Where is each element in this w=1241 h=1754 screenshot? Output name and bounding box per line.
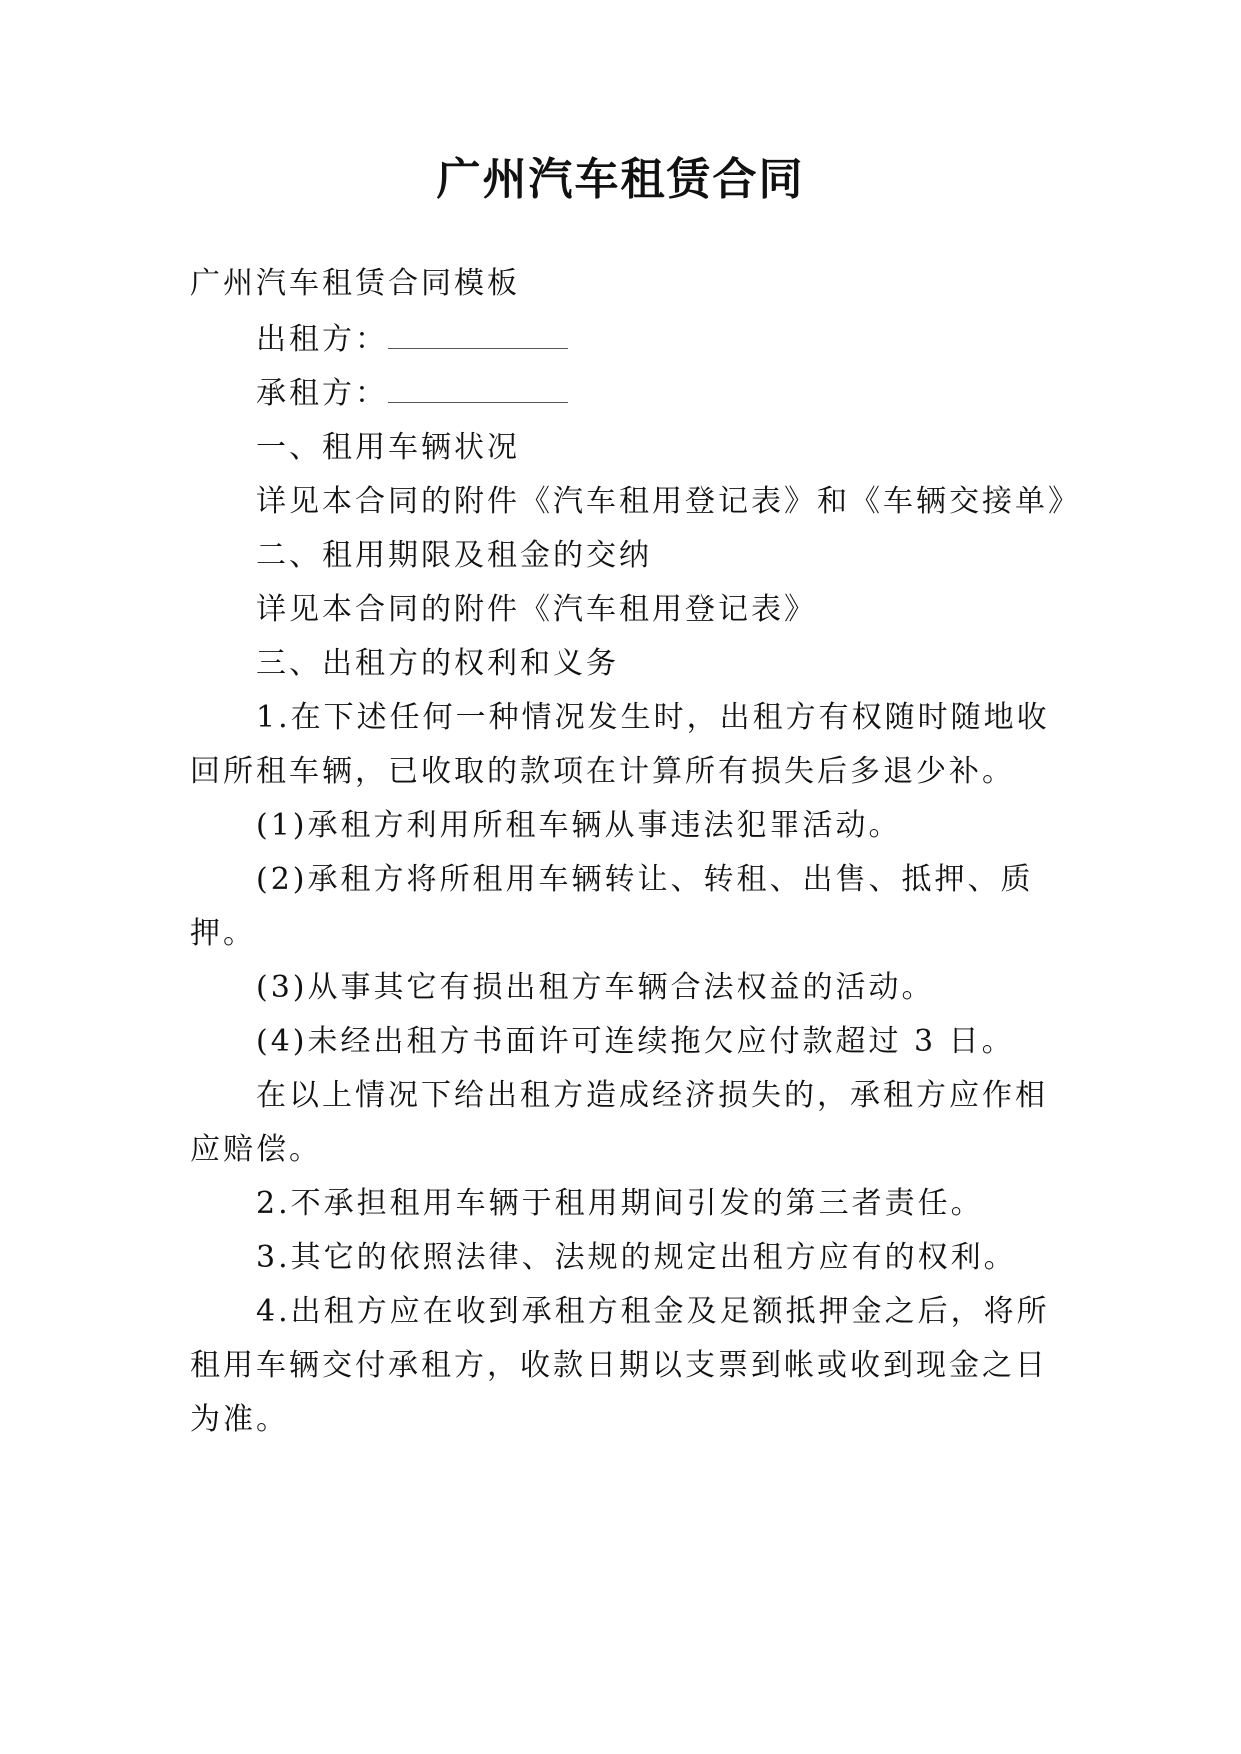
item3: 3.其它的依照法律、法规的规定出租方应有的权利。	[256, 1240, 1017, 1275]
lessee-field	[256, 374, 568, 414]
lessee-label: 承租方：	[256, 376, 388, 411]
compensation-line2: 应赔偿。	[190, 1132, 322, 1167]
item1-line2: 回所租车辆，已收取的款项在计算所有损失后多退少补。	[190, 754, 1015, 789]
lessor-label: 出租方：	[256, 322, 388, 357]
document-subtitle: 广州汽车租赁合同模板	[190, 266, 520, 301]
sub-item-3: (3)从事其它有损出租方车辆合法权益的活动。	[256, 970, 935, 1005]
item4-line3: 为准。	[190, 1402, 289, 1437]
sub-item-4: (4)未经出租方书面许可连续拖欠应付款超过 3 日。	[256, 1024, 1015, 1059]
lessor-blank-line	[388, 320, 568, 349]
section1-text: 详见本合同的附件《汽车租用登记表》和《车辆交接单》	[256, 484, 1081, 519]
section2-text: 详见本合同的附件《汽车租用登记表》	[256, 592, 817, 627]
page-title: 广州汽车租赁合同	[436, 154, 805, 205]
sub-item-1: (1)承租方利用所租车辆从事违法犯罪活动。	[256, 808, 902, 843]
sub-item-2-line2: 押。	[190, 916, 256, 951]
item1-line1: 1.在下述任何一种情况发生时，出租方有权随时随地收	[256, 700, 1050, 735]
item4-line2: 租用车辆交付承租方，收款日期以支票到帐或收到现金之日	[190, 1348, 1048, 1383]
section2-heading: 二、租用期限及租金的交纳	[256, 538, 652, 573]
section1-heading: 一、租用车辆状况	[256, 430, 520, 465]
lessor-field	[256, 320, 568, 360]
item4-line1: 4.出租方应在收到承租方租金及足额抵押金之后，将所	[256, 1294, 1050, 1329]
section3-heading: 三、出租方的权利和义务	[256, 646, 619, 681]
compensation-line1: 在以上情况下给出租方造成经济损失的，承租方应作相	[256, 1078, 1048, 1113]
sub-item-2-line1: (2)承租方将所租用车辆转让、转租、出售、抵押、质	[256, 862, 1034, 897]
lessee-blank-line	[388, 374, 568, 403]
item2: 2.不承担租用车辆于租用期间引发的第三者责任。	[256, 1186, 984, 1221]
